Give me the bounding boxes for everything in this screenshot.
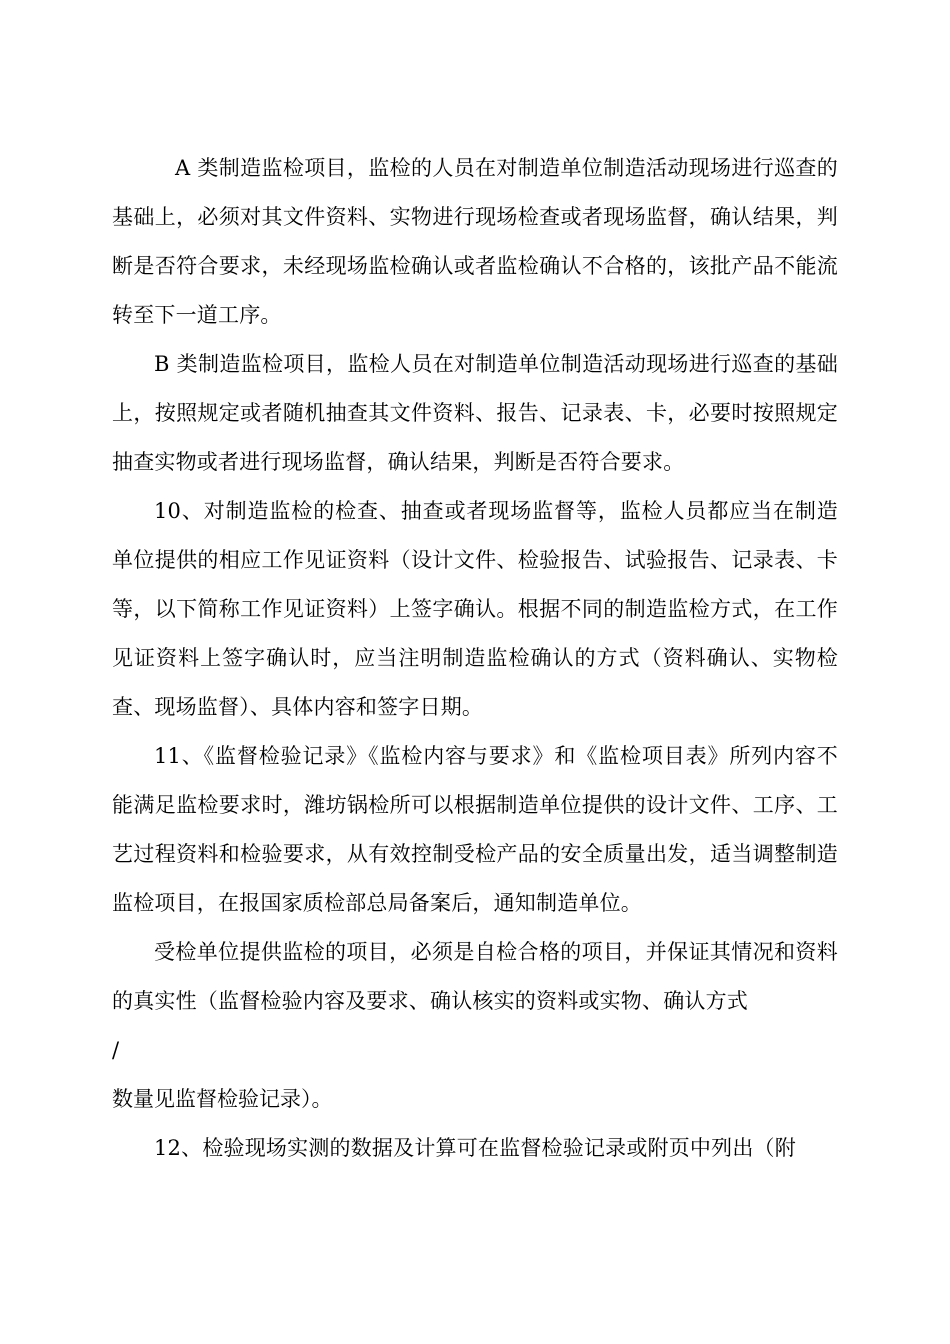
paragraph-inspected-unit: 受检单位提供监检的项目，必须是自检合格的项目，并保证其情况和资料的真实性（监督检验内容及要求、确认核实的资料或实物、确认方式 [112,940,838,1013]
paragraph-class-a-inspection: A 类制造监检项目，监检的人员在对制造单位制造活动现场进行巡查的基础上，必须对其文件资料、实物进行现场检查或者现场监督，确认结果，判断是否符合要求，未经现场监检确认或者监检确认不合格的，该批产品不能流转至下一道工序。 [112,156,838,327]
slash-line: / [112,1038,120,1062]
paragraph-item-11: 11、《监督检验记录》《监检内容与要求》和《监检项目表》所列内容不能满足监检要求时，潍坊锅检所可以根据制造单位提供的设计文件、工序、工艺过程资料和检验要求，从有效控制受检产品的安全质量出发，适当调整制造监检项目，在报国家质检部总局备案后，通知制造单位。 [112,744,838,915]
paragraph-item-10: 10、对制造监检的检查、抽查或者现场监督等，监检人员都应当在制造单位提供的相应工作见证资料（设计文件、检验报告、试验报告、记录表、卡等，以下简称工作见证资料）上签字确认。根据不同的制造监检方式，在工作见证资料上签字确认时，应当注明制造监检确认的方式（资料确认、实物检查、现场监督）、具体内容和签字日期。 [112,499,838,719]
paragraph-class-b-inspection: B 类制造监检项目，监检人员在对制造单位制造活动现场进行巡查的基础上，按照规定或者随机抽查其文件资料、报告、记录表、卡，必要时按照规定抽查实物或者进行现场监督，确认结果，判断是否符合要求。 [112,352,838,474]
continuation-line: 数量见监督检验记录）。 [112,1087,333,1111]
document-body [112,144,838,1173]
paragraph-item-12: 12、检验现场实测的数据及计算可在监督检验记录或附页中列出（附 [154,1136,796,1160]
